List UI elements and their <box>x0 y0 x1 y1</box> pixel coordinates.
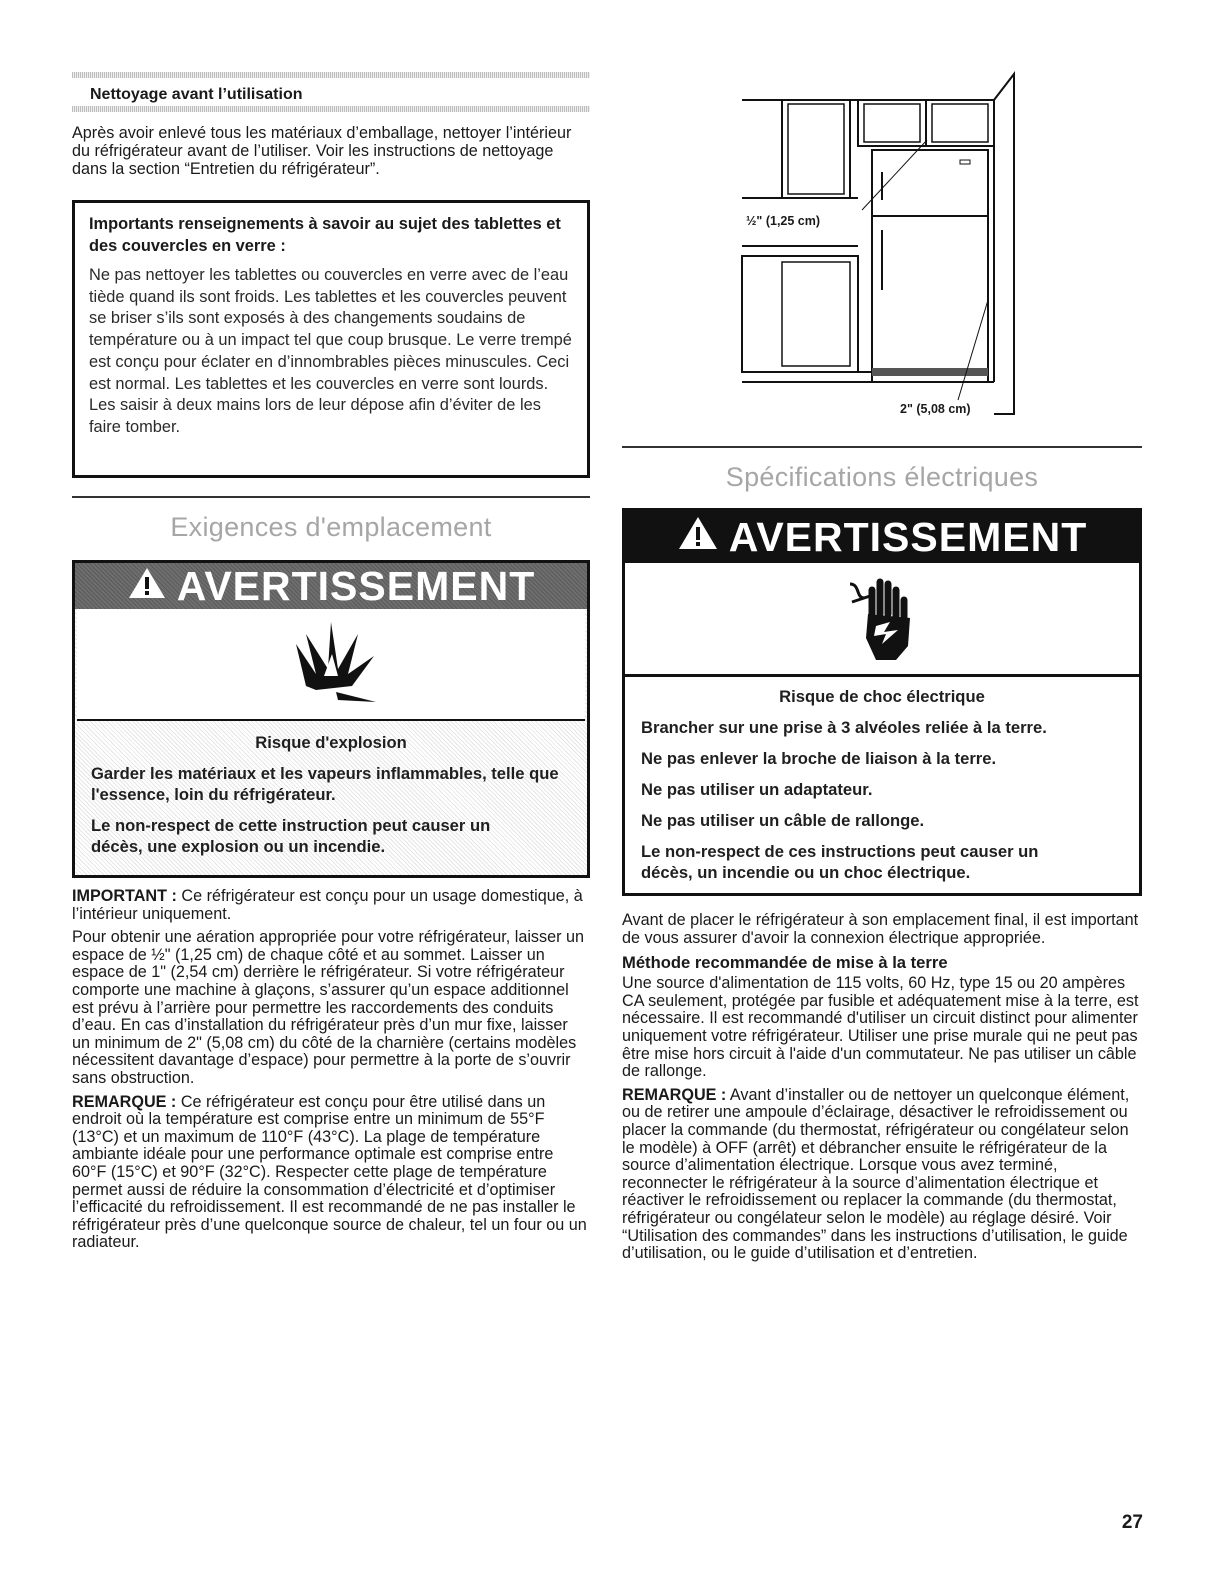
warning-line: Le non-respect de ces instructions peut causer un décès, un incendie ou un choc électrique. <box>641 842 1039 882</box>
glass-info-box <box>72 200 590 478</box>
warning-triangle-icon <box>127 563 167 610</box>
clearance-diagram <box>732 60 1032 420</box>
warning-title: Risque d'explosion <box>255 733 407 752</box>
cleaning-title: Nettoyage avant l’utilisation <box>90 86 303 103</box>
warning-body <box>625 677 1139 903</box>
location-remarque-paragraph <box>72 1094 590 1252</box>
warning-line-1: Garder les matériaux et les vapeurs inflammables, telle que l'essence, loin du réfrigérateur. <box>91 764 559 804</box>
electrical-text <box>622 912 1142 1269</box>
warning-line-2: Le non-respect de cette instruction peut causer un décès, une explosion ou un incendie. <box>91 816 491 856</box>
warning-line: Brancher sur une prise à 3 alvéoles reliée à la terre. <box>641 718 1047 737</box>
location-text <box>72 888 590 1258</box>
two-inch-label: 2" (5,08 cm) <box>900 402 971 416</box>
grounding-method-text: Une source d'alimentation de 115 volts, 60 Hz, type 15 ou 20 ampères CA seulement, protégée par fusible et adéquatement mise à la terre, est nécessaire. Il est recommandé d'utiliser un circuit distinct pour alimenter uniquement votre réfrigérateur. Utiliser une prise murale qui ne peut pas être mise hors circuit à l'aide d'un commutateur. Ne pas utiliser un câble de rallonge. <box>622 974 1139 1081</box>
location-section-title: Exigences d'emplacement <box>170 512 492 542</box>
explosion-icon <box>77 609 585 721</box>
shock-warning <box>622 508 1142 896</box>
electric-shock-icon <box>625 563 1139 677</box>
cleaning-text: Après avoir enlevé tous les matériaux d’emballage, nettoyer l’intérieur du réfrigérateur avant de l’utiliser. Voir les instructions de nettoyage dans la section “Entretien du réfrigérateur”. <box>72 124 572 178</box>
explosion-warning <box>72 560 590 878</box>
subhead-bottom-bar <box>72 106 590 112</box>
remarque-text: Avant d’installer ou de nettoyer un quelconque élément, ou de retirer une ampoule d’éclairage, désactiver le refroidissement ou placer la commande (du thermostat, réfrigérateur ou congélateur selon le modèle) à OFF (arrêt) et débrancher ensuite le réfrigérateur de la source d’alimentation électrique. Lorsque vous avez terminé, reconnecter le réfrigérateur à la source d’alimentation électrique et réactiver le refroidissement ou replacer la commande (du thermostat, réfrigérateur ou congélateur selon le modèle) au réglage désiré. Voir “Utilisation des commandes” dans les instructions d’utilisation, le guide d’utilisation, ou le guide d’utilisation et d’entretien. <box>622 1085 1130 1263</box>
warning-triangle-icon <box>677 514 719 561</box>
electrical-remarque-paragraph <box>622 1087 1142 1263</box>
warning-line: Ne pas utiliser un adaptateur. <box>641 780 873 799</box>
page-number: 27 <box>1121 1512 1143 1533</box>
section-rule <box>622 446 1142 448</box>
warning-header <box>75 563 587 609</box>
section-rule <box>72 496 590 498</box>
warning-line: Ne pas utiliser un câble de rallonge. <box>641 811 925 830</box>
warning-header <box>625 511 1139 563</box>
grounding-method-title: Méthode recommandée de mise à la terre <box>622 953 948 973</box>
half-inch-label: ½" (1,25 cm) <box>746 214 821 228</box>
remarque-label: REMARQUE : <box>622 1085 727 1104</box>
electrical-section-title: Spécifications électriques <box>725 462 1039 492</box>
warning-header-text: AVERTISSEMENT <box>728 513 1088 560</box>
warning-body <box>75 721 587 879</box>
clearance-paragraph: Pour obtenir une aération appropriée pour votre réfrigérateur, laisser un espace de ½" (1,25 cm) de chaque côté et au sommet. Laisser un espace de 1" (2,54 cm) derrière le réfrigérateur. Si votre réfrigérateur comporte une machine à glaçons, s’assurer qu’un espace additionnel est prévu à l’arrière pour permettre les raccordements des conduits d’eau. En cas d’installation du réfrigérateur près d’un mur fixe, laisser un minimum de 2" (5,08 cm) du côté de la charnière (certains modèles nécessitent davantage d’espace) pour permettre à la porte de s’ouvrir sans obstruction. <box>72 928 585 1087</box>
important-paragraph <box>72 888 590 923</box>
important-label: IMPORTANT : <box>72 887 177 905</box>
remarque-label: REMARQUE : <box>72 1092 177 1111</box>
glass-info-title: Importants renseignements à savoir au sujet des tablettes et des couvercles en verre : <box>89 215 561 255</box>
warning-title: Risque de choc électrique <box>779 687 985 706</box>
important-text: Ce réfrigérateur est conçu pour un usage domestique, à l’intérieur uniquement. <box>72 887 583 923</box>
subhead-top-bar <box>72 72 590 78</box>
warning-line: Ne pas enlever la broche de liaison à la terre. <box>641 749 997 768</box>
clearance-diagram-drawing <box>732 60 1032 420</box>
glass-info-body: Ne pas nettoyer les tablettes ou couvercles en verre avec de l’eau tiède quand ils sont froids. Les tablettes et les couvercles peuvent se briser s’ils sont exposés à des changements soudains de température ou à un impact tel que coup brusque. Le verre trempé est conçu pour éclater en d’innombrables pièces minuscules. Ceci est normal. Les tablettes et les couvercles en verre sont lourds. Les saisir à deux mains lors de leur dépose afin d’éviter de les faire tomber. <box>89 266 572 436</box>
remarque-text: Ce réfrigérateur est conçu pour être utilisé dans un endroit où la température est comprise entre un minimum de 55°F (13°C) et un maximum de 110°F (43°C). La plage de température ambiante idéale pour une performance optimale est comprise entre 60°F (15°C) et 90°F (32°C). Respecter cette plage de température permet aussi de réduire la consommation d’électricité et d’optimiser l’efficacité du refroidissement. Il est recommandé de ne pas installer le réfrigérateur près d’une quelconque source de chaleur, tel un four ou un radiateur. <box>72 1092 587 1252</box>
electrical-intro: Avant de placer le réfrigérateur à son emplacement final, il est important de vous assurer d'avoir la connexion électrique appropriée. <box>622 911 1139 947</box>
warning-header-text: AVERTISSEMENT <box>176 562 536 609</box>
